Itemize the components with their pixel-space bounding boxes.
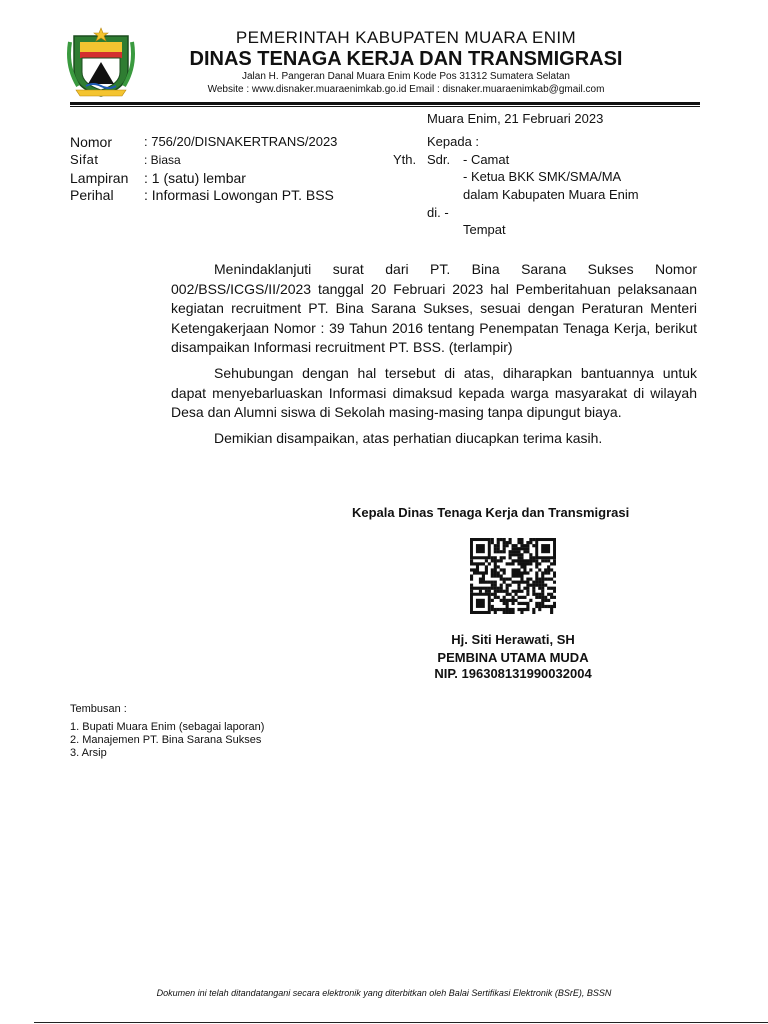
kepada-label: Kepada : — [427, 134, 480, 149]
recipient-ketua-bkk: - Ketua BKK SMK/SMA/MA — [463, 169, 622, 184]
place-date: Muara Enim, 21 Februari 2023 — [427, 111, 604, 126]
nomor-value: : 756/20/DISNAKERTRANS/2023 — [144, 134, 338, 149]
signatory-rank: PEMBINA UTAMA MUDA — [437, 650, 589, 665]
sdr-label: Sdr. — [427, 152, 451, 167]
qr-code-icon — [470, 538, 556, 614]
signatory-nip: NIP. 196308131990032004 — [434, 666, 592, 681]
sifat-value: : Biasa — [144, 153, 181, 167]
body-paragraph-1: Menindaklanjuti surat dari PT. Bina Sarana Sukses Nomor 002/BSS/ICGS/II/2023 tanggal 20 Februari 2023 hal Pemberitahuan pelaksanaan kegiatan recruitment PT. Bina Sarana Sukses, sesuai dengan Peraturan Menteri Ketengakerjaan Nomor : 39 Tahun 2016 tentang Penempatan Tenaga Kerja, berikut disampaikan Informasi recruitment PT. BSS. (terlampir) — [171, 261, 697, 356]
yth-label: Yth. — [393, 152, 417, 167]
perihal-label: Perihal — [70, 187, 114, 203]
government-name: PEMERINTAH KABUPATEN MUARA ENIM — [235, 28, 577, 47]
department-name: DINAS TENAGA KERJA DAN TRANSMIGRASI — [189, 48, 623, 70]
recipient-camat: - Camat — [463, 152, 510, 167]
recipient-scope: dalam Kabupaten Muara Enim — [463, 187, 639, 202]
lampiran-value: : 1 (satu) lembar — [144, 170, 246, 186]
nomor-label: Nomor — [70, 134, 113, 150]
list-item: 3. Arsip — [70, 747, 107, 759]
esign-footer-note: Dokumen ini telah ditandatangani secara elektronik yang diterbitkan oleh Balai Sertifikasi Elektronik (BSrE), BSSN — [156, 988, 612, 998]
body-paragraph-3: Demikian disampaikan, atas perhatian diucapkan terima kasih. — [214, 429, 603, 446]
sifat-label: Sifat — [70, 152, 99, 167]
website-email-line: Website : www.disnaker.muaraenimkab.go.id Email : disnaker.muaraenimkab@gmail.com — [207, 84, 605, 95]
perihal-value: : Informasi Lowongan PT. BSS — [144, 187, 334, 203]
page-bottom-rule — [34, 1022, 768, 1023]
lampiran-label: Lampiran — [70, 170, 129, 186]
body-paragraph-2: Sehubungan dengan hal tersebut di atas, diharapkan bantuannya untuk dapat menyebarluaskan Informasi dimaksud kepada warga masyarakat di wilayah Desa dan Alumni siswa di Sekolah masing-masing tanpa dipungut biaya. — [171, 364, 697, 421]
di-label: di. - — [427, 205, 449, 220]
letter-body — [171, 260, 697, 448]
list-item: 1. Bupati Muara Enim (sebagai laporan) — [70, 721, 265, 733]
tempat-label: Tempat — [463, 222, 506, 237]
tembusan-list — [70, 721, 264, 760]
signatory-title: Kepala Dinas Tenaga Kerja dan Transmigrasi — [352, 505, 630, 520]
tembusan-label: Tembusan : — [70, 703, 127, 715]
letterhead-rule-thick — [70, 102, 700, 105]
signatory-name: Hj. Siti Herawati, SH — [451, 632, 575, 647]
regency-emblem-icon — [66, 26, 136, 98]
office-address: Jalan H. Pangeran Danal Muara Enim Kode Pos 31312 Sumatera Selatan — [242, 71, 570, 82]
letterhead-rule-thin — [70, 106, 700, 107]
list-item: 2. Manajemen PT. Bina Sarana Sukses — [70, 734, 262, 746]
